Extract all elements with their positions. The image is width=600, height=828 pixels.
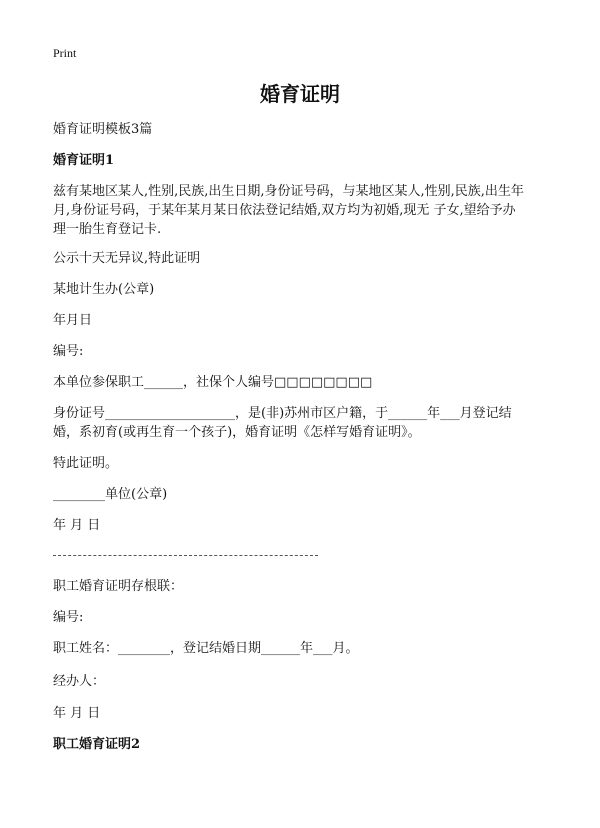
paragraph-1-line-3: 理一胎生育登记卡. — [53, 222, 162, 237]
employee-name-line: 职工姓名：________，登记结婚日期______年___月。 — [53, 641, 359, 656]
unit-seal-text: ________单位(公章) — [53, 487, 168, 502]
number-line-2: 编号: — [53, 610, 84, 625]
employer-line: 本单位参保职工______，社保个人编号□□□□□□□□ — [53, 375, 373, 390]
date-line-3: 年 月 日 — [53, 706, 101, 721]
number-line-1: 编号: — [53, 344, 84, 359]
handler-line: 经办人： — [53, 674, 106, 689]
date-line-2: 年 月 日 — [53, 518, 101, 533]
subtitle: 婚育证明模板3篇 — [53, 122, 153, 137]
section-heading-2: 职工婚育证明2 — [53, 737, 141, 752]
office-seal-text: 某地计生办(公章) — [53, 282, 155, 297]
stub-title: 职工婚育证明存根联： — [53, 579, 184, 594]
paragraph-1-line-2: 月,身份证号码，于某年某月某日依法登记结婚,双方均为初婚,现无 子女,望给予办 — [53, 203, 516, 218]
date-line-1: 年月日 — [53, 313, 93, 328]
section-heading-1: 婚育证明1 — [53, 153, 115, 168]
print-label: Print — [53, 46, 77, 60]
dashed-divider — [53, 555, 318, 556]
id-number-line-1: 身份证号____________________，是(非)苏州市区户籍，于______年___月登记结 — [53, 406, 512, 421]
id-number-line-2: 婚，系初育(或再生育一个孩子)，婚育证明《怎样写婚育证明》。 — [53, 425, 421, 440]
page-title: 婚育证明 — [260, 82, 340, 106]
publicity-text: 公示十天无异议,特此证明 — [53, 251, 201, 266]
hereby-certify-text: 特此证明。 — [53, 456, 119, 471]
paragraph-1-line-1: 兹有某地区某人,性别,民族,出生日期,身份证号码，与某地区某人,性别,民族,出生年 — [53, 184, 524, 199]
